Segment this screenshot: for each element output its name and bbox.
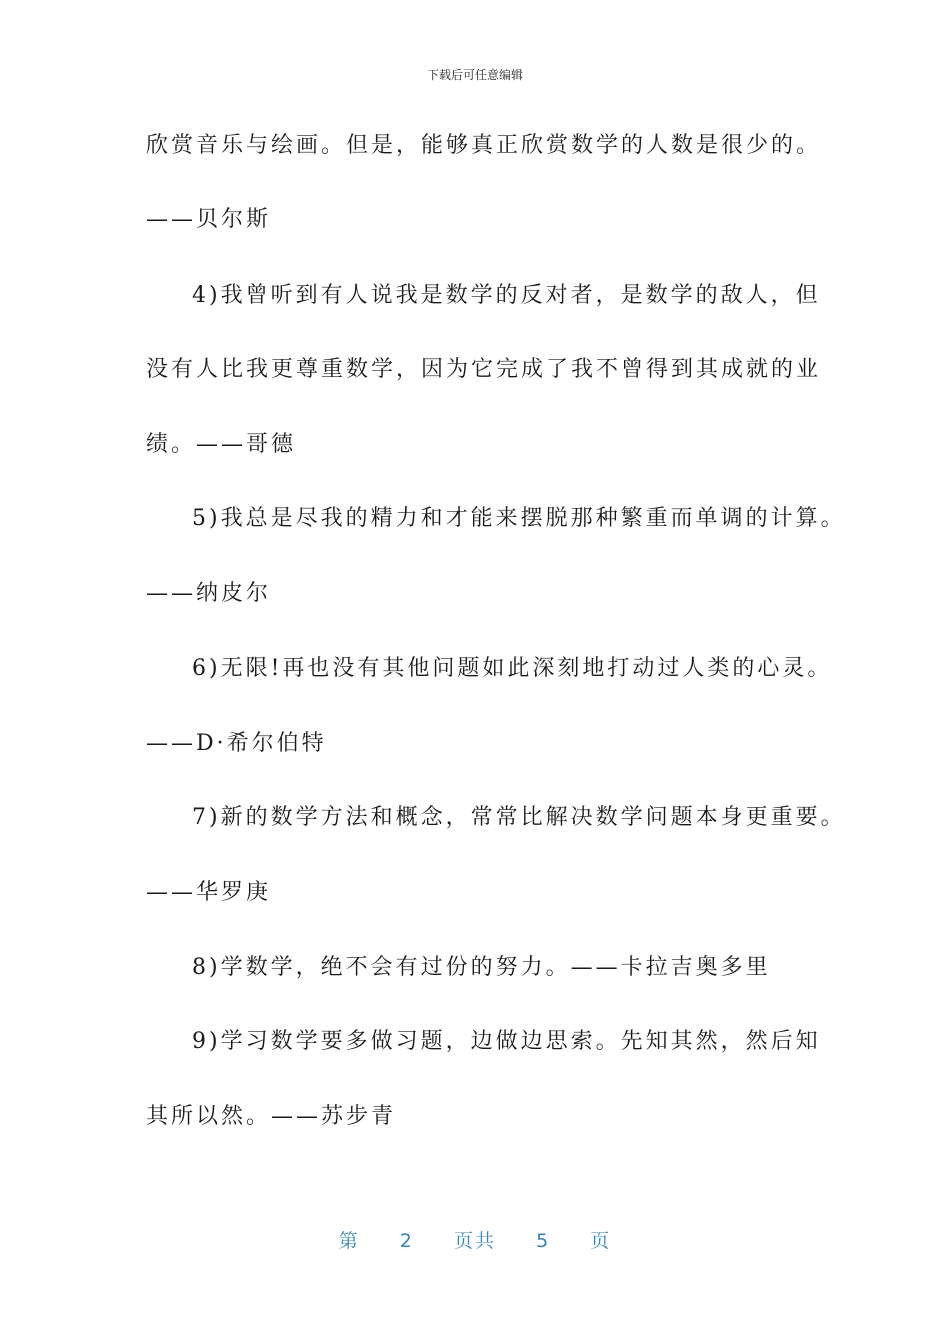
body-line: 其所以然。——苏步青: [146, 1104, 397, 1129]
body-line: 没有人比我更尊重数学，因为它完成了我不曾得到其成就的业: [146, 357, 822, 382]
footer-suffix: 页: [590, 1230, 612, 1252]
quote-6-line: 6)无限!再也没有其他问题如此深刻地打动过人类的心灵。: [192, 656, 833, 681]
footer-prefix: 第: [338, 1230, 360, 1252]
attribution-line: ——华罗庚: [146, 880, 272, 905]
quote-7-line: 7)新的数学方法和概念，常常比解决数学问题本身更重要。: [192, 805, 846, 830]
attribution-line: ——D·希尔伯特: [146, 731, 327, 756]
footer-page-number: 2: [399, 1230, 414, 1252]
quote-9-line: 9)学习数学要多做习题，边做边思索。先知其然，然后知: [192, 1029, 821, 1054]
footer-middle: 页共: [453, 1230, 496, 1252]
page-header: 下载后可任意编辑: [426, 68, 523, 82]
attribution-line: ——纳皮尔: [146, 581, 272, 606]
quote-5-line: 5)我总是尽我的精力和才能来摆脱那种繁重而单调的计算。: [192, 506, 846, 531]
quote-8-line: 8)学数学，绝不会有过份的努力。——卡拉吉奥多里: [192, 955, 771, 980]
attribution-line: ——贝尔斯: [146, 207, 272, 232]
footer-total-pages: 5: [536, 1230, 551, 1252]
quote-4-line: 4)我曾听到有人说我是数学的反对者，是数学的敌人，但: [192, 283, 821, 308]
body-line: 绩。——哥德: [146, 432, 297, 457]
body-line: 欣赏音乐与绘画。但是，能够真正欣赏数学的人数是很少的。: [146, 133, 822, 158]
page-footer: [0, 1226, 950, 1253]
